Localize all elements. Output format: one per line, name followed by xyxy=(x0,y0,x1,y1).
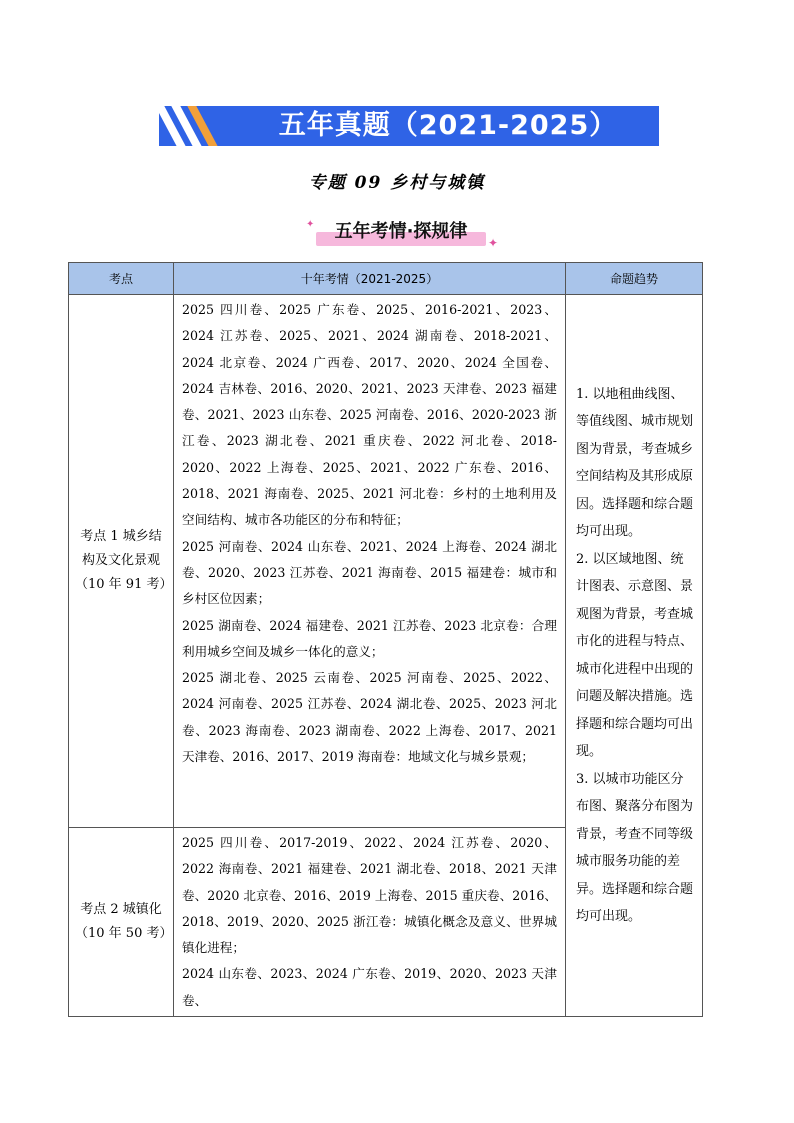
banner-title: 五年真题（2021-2025） xyxy=(278,110,618,141)
title-banner xyxy=(159,106,659,146)
header-exam-history: 十年考情（2021-2025） xyxy=(174,263,566,295)
trend-item: 3. 以城市功能区分布图、聚落分布图为背景，考查不同等级城市服务功能的差异。选择题和综合题均可出现。 xyxy=(576,771,694,925)
sparkle-icon: ✦ xyxy=(487,236,498,250)
exam-history-item: 2025 湖南卷、2024 福建卷、2021 江苏卷、2023 北京卷：合理利用城乡空间及城乡一体化的意义； xyxy=(182,617,557,659)
exam-history-item: 2025 河南卷、2024 山东卷、2021、2024 上海卷、2024 湖北卷、2020、2023 江苏卷、2021 海南卷、2015 福建卷：城市和乡村区位因素； xyxy=(182,538,557,607)
header-trend: 命题趋势 xyxy=(566,263,703,295)
document-subtitle: 专题 09 乡村与城镇 xyxy=(308,173,486,193)
section-heading-text: 五年考情·探规律 xyxy=(334,221,468,242)
exam-point-line: 构及文化景观 xyxy=(81,553,160,568)
trend-item: 1. 以地租曲线图、等值线图、城市规划图为背景，考查城乡空间结构及其形成原因。选择题和综合题均可出现。 xyxy=(576,386,694,540)
exam-history-cell xyxy=(174,828,566,1017)
exam-point-line: （10 年 91 考） xyxy=(75,577,173,592)
exam-history-item: 2025 湖北卷、2025 云南卷、2025 河南卷、2025、2022、2024 河南卷、2025 江苏卷、2024 湖北卷、2025、2023 河北卷、2023 海南卷、2023 湖南卷、2022 上海卷、2017、2021 天津卷、2016、2017、2019 海南卷：地域文化与城乡景观； xyxy=(182,670,557,765)
exam-history-item: 2025 四川卷、2025 广东卷、2025、2016-2021、2023、2024 江苏卷、2025、2021、2024 湖南卷、2018-2021、2024 北京卷、2024 广西卷、2017、2020、2024 全国卷、2024 吉林卷、2016、2020、2021、2023 天津卷、2023 福建卷、2021、2023 山东卷、2025 河南卷、2016、2020-2023 浙江卷、2023 湖北卷、2021 重庆卷、2022 河北卷、2018-2020、2022 上海卷、2025、2021、2022 广东卷、2016、2018、2021 海南卷、2025、2021 河北卷：乡村的土地利用及空间结构、城市各功能区的分布和特征； xyxy=(182,302,557,528)
section-heading xyxy=(306,218,498,250)
exam-history-item: 2024 山东卷、2023、2024 广东卷、2019、2020、2023 天津卷、 xyxy=(182,966,557,1008)
header-exam-point: 考点 xyxy=(69,263,174,295)
trend-item: 2. 以区域地图、统计图表、示意图、景观图为背景，考查城市化的进程与特点、城市化进程中出现的问题及解决措施。选择题和综合题均可出现。 xyxy=(576,551,694,760)
table-header-row xyxy=(69,263,703,295)
exam-analysis-table xyxy=(68,262,703,1017)
sparkle-icon: ✦ xyxy=(306,219,315,230)
trend-cell xyxy=(566,295,703,1017)
exam-point-cell xyxy=(69,828,174,1017)
exam-point-line: 考点 1 城乡结 xyxy=(80,529,162,544)
exam-point-line: 考点 2 城镇化 xyxy=(80,902,162,918)
exam-point-line: （10 年 50 考） xyxy=(75,926,173,942)
exam-point-cell xyxy=(69,295,174,828)
exam-history-item: 2025 四川卷、2017-2019、2022、2024 江苏卷、2020、2022 海南卷、2021 福建卷、2021 湖北卷、2018、2021 天津卷、2020 北京卷、2016、2019 上海卷、2015 重庆卷、2016、2018、2019、2020、2025 浙江卷：城镇化概念及意义、世界城镇化进程； xyxy=(182,835,557,956)
table-row xyxy=(69,295,703,828)
exam-history-cell xyxy=(174,295,566,828)
